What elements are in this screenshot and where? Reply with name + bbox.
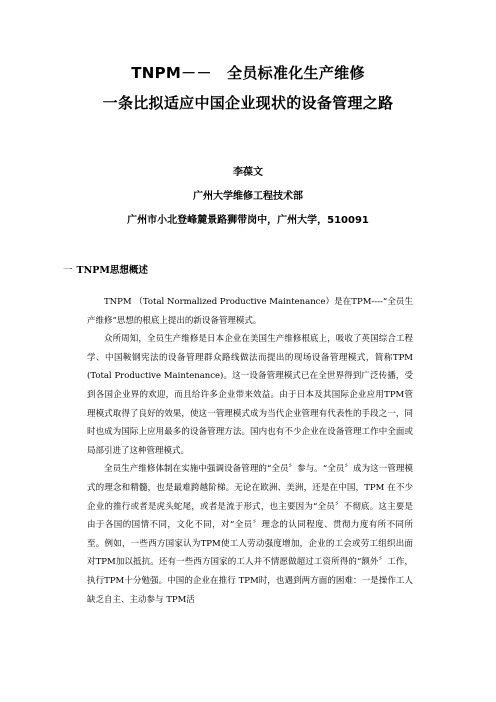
document-subtitle: 一条比拟适应中国企业现状的设备管理之路	[102, 94, 394, 112]
section-number: 一	[63, 265, 73, 276]
author-affiliation: 广州大学维修工程技术部	[193, 191, 303, 202]
document-title: TNPM－－ 全员标准化生产维修	[131, 64, 365, 82]
paragraph: 众所周知，全员生产维修是日本企业在美国生产维修根底上，吸收了英国综合工程学、中国鞍钢宪法的设备管理群众路线做法而提出的现场设备管理模式，简称TPM (Total Productive Maintenance)。这一设备管理模式已在全世界得到广泛传播，受到各国企业界的欢迎，而且给许多企业带来效益。由于日本及其国际企业应用TPM管理模式取得了良好的效果，使这一管理模式成为当代企业管理有代表性的手段之一，同时也成为国际上应用最多的设备管理方法。国内也有不少企业在设备管理工作中全面或局部引进了这种管理模式。	[87, 334, 413, 456]
section-title: TNPM思想概述	[76, 265, 148, 276]
author-address: 广州市小北登峰麓景路狮带岗中，广州大学，510091	[127, 215, 369, 226]
paragraph: 全员生产维修体制在实施中强调设备管理的“全员〞参与。“全员〞成为这一管理模式的理念和精髓，也是最难跨越阶梯。无论在欧洲、美洲，还是在中国，TPM 在不少企业的推行或者是虎头蛇尾，或者是流于形式，也主要因为“全员〞不彻底。这主要是由于各国的国情不同，文化不同，对“全员〞理念的认同程度、贯彻力度有所不同所至。例如，一些西方国家认为TPM使工人劳动强度增加，企业的工会或劳工组织出面对TPM加以抵抗。还有一些西方国家的工人并不情愿做超过工资所得的“额外〞工作，执行TPM十分勉强。中国的企业在推行 TPM时，也遇到两方面的困难：一是操作工人缺乏自主、主动参与 TPM活	[87, 464, 413, 605]
author-name: 李葆文	[233, 167, 263, 178]
body-text	[87, 293, 413, 609]
paragraph: TNPM （Total Normalized Productive Maintenance）是在TPM----“全员生产维修”思想的根底上提出的新设备管理模式。	[87, 297, 413, 326]
section-heading	[63, 265, 148, 277]
